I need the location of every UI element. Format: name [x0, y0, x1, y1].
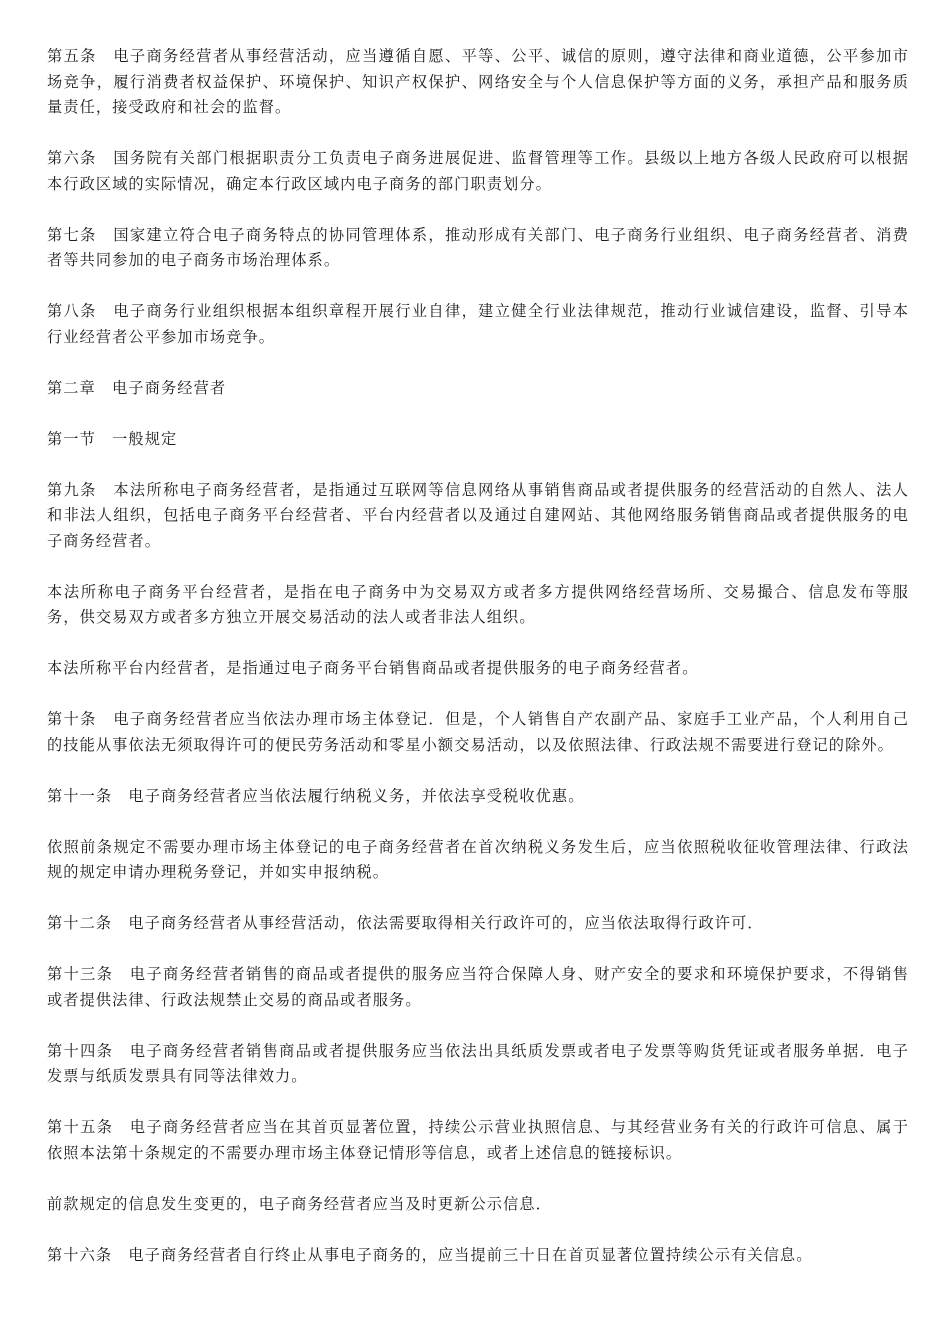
article-15-paragraph: 第十五条 电子商务经营者应当在其首页显著位置，持续公示营业执照信息、与其经营业务有关的行政许可信息、属于依照本法第十条规定的不需要办理市场主体登记情形等信息，或者上述信息的链接标识。: [47, 1118, 909, 1162]
article-6-paragraph: 第六条 国务院有关部门根据职责分工负责电子商务进展促进、监督管理等工作。县级以上地方各级人民政府可以根据本行政区域的实际情况，确定本行政区域内电子商务的部门职责划分。: [47, 149, 909, 193]
article-10-paragraph: 第十条 电子商务经营者应当依法办理市场主体登记．但是，个人销售自产农副产品、家庭手工业产品，个人利用自己的技能从事依法无须取得许可的便民劳务活动和零星小额交易活动，以及依照法律、行政法规不需要进行登记的除外。: [47, 710, 909, 754]
section-heading: 第一节 一般规定: [47, 429, 178, 448]
article-11-paragraph: 第十一条 电子商务经营者应当依法履行纳税义务，并依法享受税收优惠。: [47, 786, 585, 805]
platform-operator-definition: 本法所称电子商务平台经营者，是指在电子商务中为交易双方或者多方提供网络经营场所、交易撮合、信息发布等服务，供交易双方或者多方独立开展交易活动的法人或者非法人组织。: [47, 582, 909, 626]
article-9-paragraph: 第九条 本法所称电子商务经营者，是指通过互联网等信息网络从事销售商品或者提供服务的经营活动的自然人、法人和非法人组织，包括电子商务平台经营者、平台内经营者以及通过自建网站、其他网络服务销售商品或者提供服务的电子商务经营者。: [47, 480, 909, 550]
article-11-continuation: 依照前条规定不需要办理市场主体登记的电子商务经营者在首次纳税义务发生后，应当依照税收征收管理法律、行政法规的规定申请办理税务登记，并如实申报纳税。: [47, 837, 909, 881]
article-8-paragraph: 第八条 电子商务行业组织根据本组织章程开展行业自律，建立健全行业法律规范，推动行业诚信建设，监督、引导本行业经营者公平参加市场竞争。: [47, 302, 909, 346]
chapter-heading: 第二章 电子商务经营者: [47, 378, 227, 397]
article-13-paragraph: 第十三条 电子商务经营者销售的商品或者提供的服务应当符合保障人身、财产安全的要求和环境保护要求，不得销售或者提供法律、行政法规禁止交易的商品或者服务。: [47, 965, 909, 1009]
article-5-paragraph: 第五条 电子商务经营者从事经营活动，应当遵循自愿、平等、公平、诚信的原则，遵守法律和商业道德，公平参加市场竞争，履行消费者权益保护、环境保护、知识产权保护、网络安全与个人信息保护等方面的义务，承担产品和服务质量责任，接受政府和社会的监督。: [47, 47, 909, 116]
document-page: [47, 44, 909, 1268]
article-15-continuation: 前款规定的信息发生变更的，电子商务经营者应当及时更新公示信息．: [47, 1194, 552, 1213]
article-7-paragraph: 第七条 国家建立符合电子商务特点的协同管理体系，推动形成有关部门、电子商务行业组织、电子商务经营者、消费者等共同参加的电子商务市场治理体系。: [47, 225, 909, 269]
article-14-paragraph: 第十四条 电子商务经营者销售商品或者提供服务应当依法出具纸质发票或者电子发票等购货凭证或者服务单据．电子发票与纸质发票具有同等法律效力。: [47, 1041, 909, 1085]
in-platform-operator-definition: 本法所称平台内经营者，是指通过电子商务平台销售商品或者提供服务的电子商务经营者。: [47, 659, 699, 677]
article-16-paragraph: 第十六条 电子商务经营者自行终止从事电子商务的，应当提前三十日在首页显著位置持续公示有关信息。: [47, 1245, 813, 1264]
article-12-paragraph: 第十二条 电子商务经营者从事经营活动，依法需要取得相关行政许可的，应当依法取得行政许可．: [47, 914, 764, 932]
